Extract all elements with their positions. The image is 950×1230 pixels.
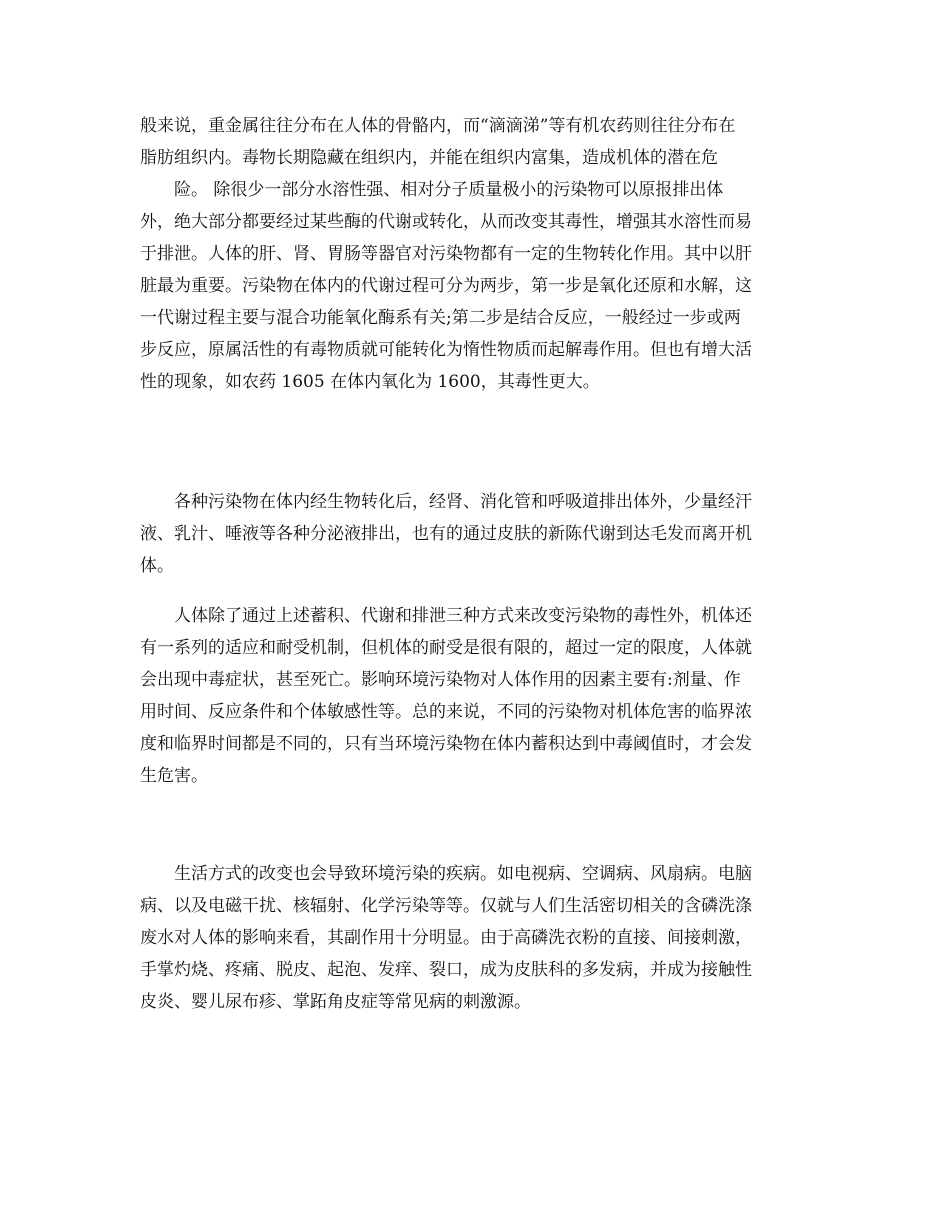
text-line: 各种污染物在体内经生物转化后，经肾、消化管和呼吸道排出体外，少量经汗 xyxy=(174,492,752,512)
text-line: 生活方式的改变也会导致环境污染的疾病。如电视病、空调病、风扇病。电脑 xyxy=(174,864,752,884)
text-line: 用时间、反应条件和个体敏感性等。总的来说，不同的污染物对机体危害的临界浓 xyxy=(140,702,752,722)
text-line: 一代谢过程主要与混合功能氧化酶系有关;第二步是结合反应，一般经过一步或两 xyxy=(140,308,741,328)
text-line: 度和临界时间都是不同的，只有当环境污染物在体内蓄积达到中毒阈值时，才会发 xyxy=(140,734,752,754)
body-text-block-4 xyxy=(140,858,820,1018)
text-line: 人体除了通过上述蓄积、代谢和排泄三种方式来改变污染物的毒性外，机体还 xyxy=(174,606,752,626)
text-line: 外，绝大部分都要经过某些酶的代谢或转化，从而改变其毒性，增强其水溶性而易 xyxy=(140,212,752,232)
text-line: 有一系列的适应和耐受机制，但机体的耐受是很有限的，超过一定的限度，人体就 xyxy=(140,638,752,658)
text-line: 病、以及电磁干扰、核辐射、化学污染等等。仅就与人们生活密切相关的含磷洗涤 xyxy=(140,896,752,916)
text-line: 脂肪组织内。毒物长期隐藏在组织内，并能在组织内富集，造成机体的潜在危 xyxy=(140,148,718,168)
text-line: 于排泄。人体的肝、肾、胃肠等器官对污染物都有一定的生物转化作用。其中以肝 xyxy=(140,244,752,264)
text-line: 手掌灼烧、疼痛、脱皮、起泡、发痒、裂口，成为皮肤科的多发病，并成为接触性 xyxy=(140,960,752,980)
body-text-block-2 xyxy=(140,486,820,582)
text-line: 生危害。 xyxy=(140,766,208,786)
text-line: 般来说，重金属往往分布在人体的骨骼内，而“滴滴涕”等有机农药则往往分布在 xyxy=(140,116,736,136)
body-text-block-3 xyxy=(140,600,820,792)
text-line: 体。 xyxy=(140,556,174,576)
text-line: 险。 除很少一部分水溶性强、相对分子质量极小的污染物可以原报排出体 xyxy=(174,180,724,200)
text-line: 脏最为重要。污染物在体内的代谢过程可分为两步，第一步是氧化还原和水解，这 xyxy=(140,276,752,296)
text-line: 液、乳汁、唾液等各种分泌液排出，也有的通过皮肤的新陈代谢到达毛发而离开机 xyxy=(140,524,752,544)
text-line: 会出现中毒症状，甚至死亡。影响环境污染物对人体作用的因素主要有:剂量、作 xyxy=(140,670,741,690)
body-text-block-1 xyxy=(140,110,820,398)
text-line: 废水对人体的影响来看，其副作用十分明显。由于高磷洗衣粉的直接、间接刺激， xyxy=(140,928,752,948)
text-line: 步反应，原属活性的有毒物质就可能转化为惰性物质而起解毒作用。但也有增大活 xyxy=(140,340,752,360)
text-line: 性的现象，如农药 1605 在体内氧化为 1600，其毒性更大。 xyxy=(140,372,600,392)
text-line: 皮炎、婴儿尿布疹、掌跖角皮症等常见病的刺激源。 xyxy=(140,992,531,1012)
